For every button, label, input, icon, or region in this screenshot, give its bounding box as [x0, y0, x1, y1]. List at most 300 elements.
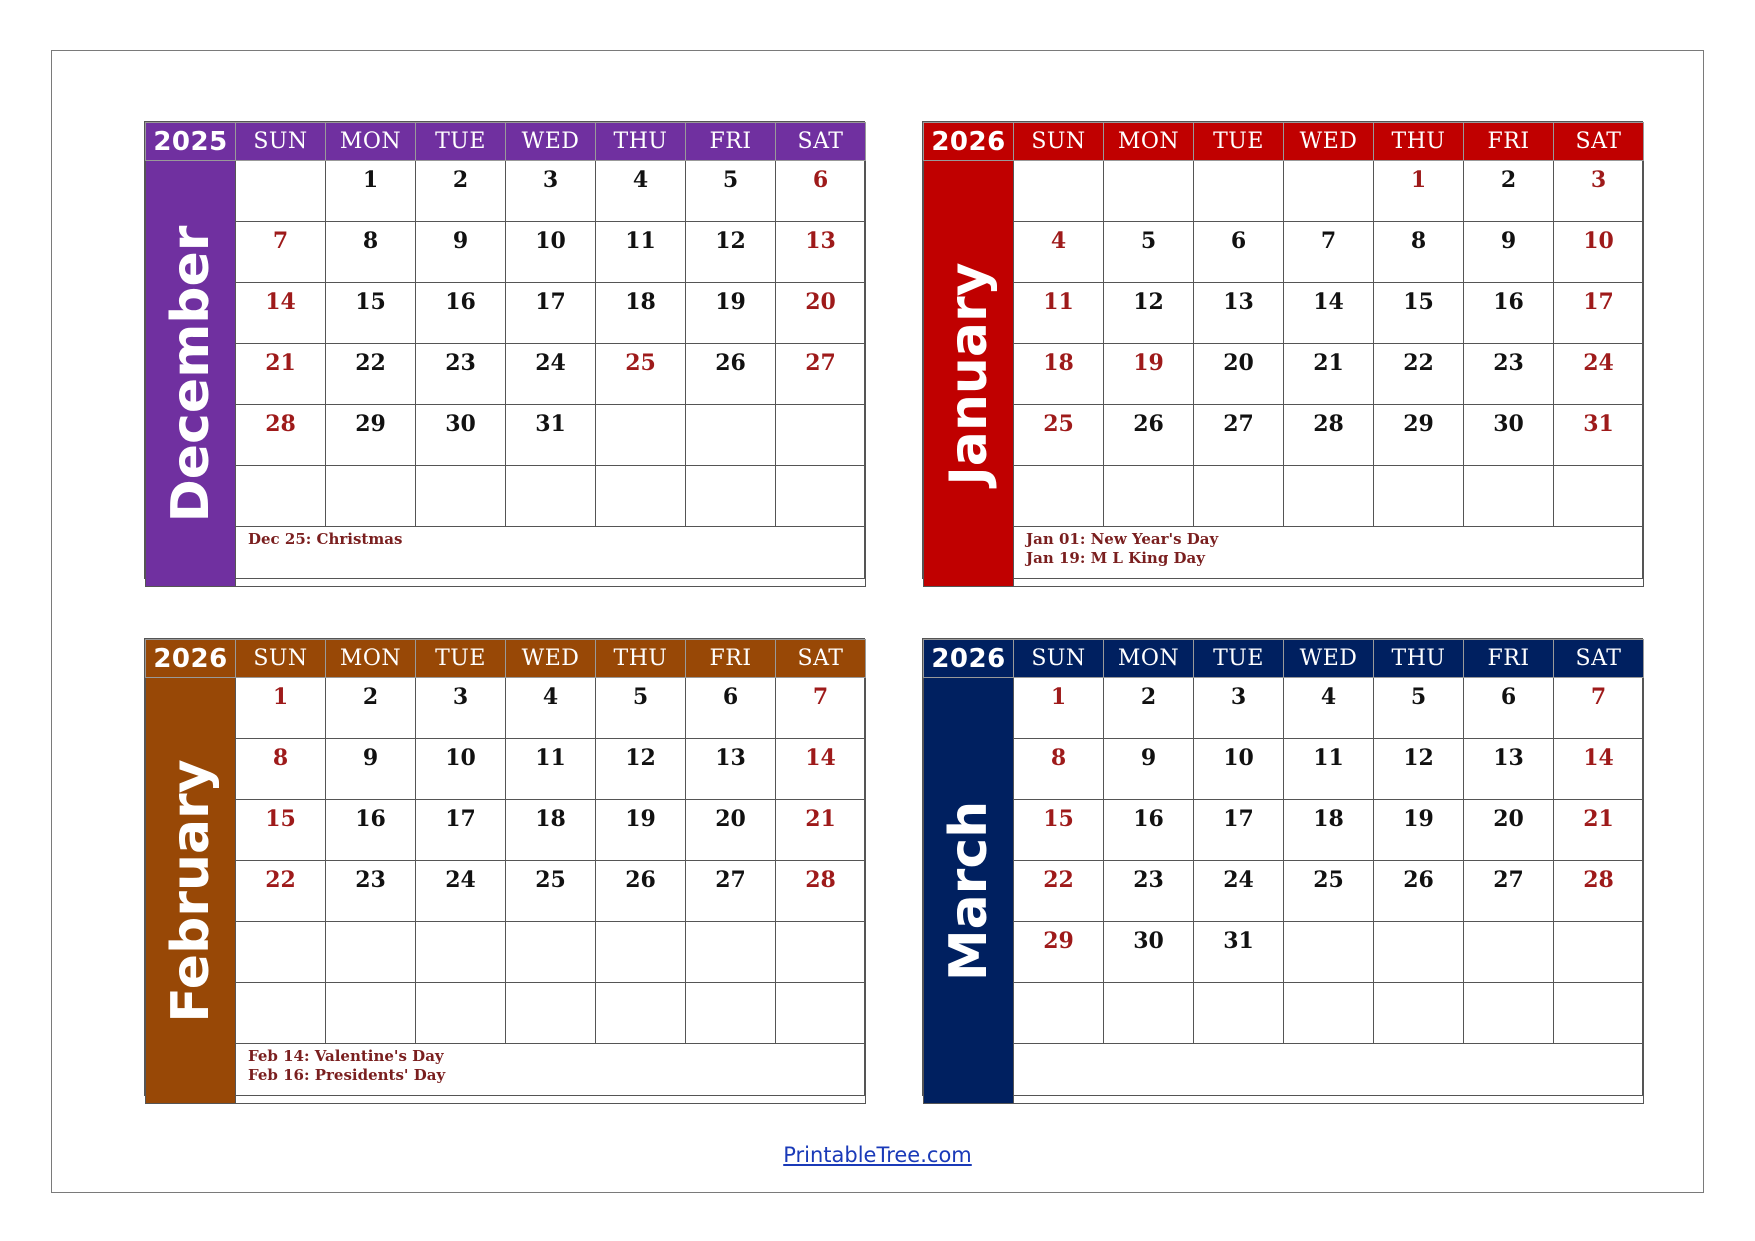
empty-day-cell [1554, 922, 1644, 983]
empty-day-cell [1104, 161, 1194, 222]
day-number: 27 [715, 867, 746, 893]
week-row [146, 861, 866, 922]
weekday-header-wed: WED [506, 640, 596, 678]
weekday-header-sun: SUN [1014, 123, 1104, 161]
day-cell [416, 222, 506, 283]
day-number [596, 922, 685, 928]
day-cell [1104, 222, 1194, 283]
day-number: 24 [535, 350, 566, 376]
day-cell [1464, 405, 1554, 466]
day-number: 13 [1493, 745, 1524, 771]
day-cell [776, 678, 866, 739]
day-cell [1194, 344, 1284, 405]
day-number: 19 [1403, 806, 1434, 832]
week-row [146, 222, 866, 283]
day-number: 11 [535, 745, 566, 771]
day-cell [1374, 405, 1464, 466]
day-cell [416, 800, 506, 861]
day-number: 17 [535, 289, 566, 315]
day-number: 5 [1140, 228, 1157, 254]
weekday-header-sat: SAT [776, 123, 866, 161]
day-cell [596, 344, 686, 405]
holiday-note: Feb 16: Presidents' Day [248, 1066, 446, 1084]
day-cell [416, 405, 506, 466]
day-cell [326, 405, 416, 466]
week-row [146, 922, 866, 983]
day-number [1464, 922, 1553, 928]
day-number [506, 922, 595, 928]
day-cell [1194, 678, 1284, 739]
day-number: 26 [625, 867, 656, 893]
empty-day-cell [1194, 983, 1284, 1044]
empty-day-cell [776, 466, 866, 527]
weekday-header-thu: THU [596, 123, 686, 161]
empty-day-cell [1464, 983, 1554, 1044]
day-cell [1284, 861, 1374, 922]
day-number: 14 [805, 745, 836, 771]
empty-day-cell [1194, 161, 1284, 222]
day-number: 19 [625, 806, 656, 832]
day-cell [1014, 800, 1104, 861]
day-number [416, 466, 505, 472]
day-number [1284, 983, 1373, 989]
day-cell [236, 405, 326, 466]
day-number [416, 922, 505, 928]
day-cell [506, 161, 596, 222]
day-number [506, 466, 595, 472]
day-cell [596, 739, 686, 800]
day-number [686, 983, 775, 989]
day-number: 7 [812, 684, 829, 710]
day-number [1194, 161, 1283, 167]
empty-day-cell [416, 466, 506, 527]
day-number [236, 983, 325, 989]
day-number [326, 466, 415, 472]
holiday-note: Feb 14: Valentine's Day [248, 1047, 444, 1065]
day-cell [1104, 283, 1194, 344]
empty-day-cell [326, 922, 416, 983]
day-number: 16 [445, 289, 476, 315]
day-number: 11 [1313, 745, 1344, 771]
holiday-note: Jan 19: M L King Day [1026, 549, 1205, 567]
day-cell [326, 222, 416, 283]
day-number: 10 [445, 745, 476, 771]
day-number: 28 [265, 411, 296, 437]
day-number: 22 [355, 350, 386, 376]
day-cell [1104, 739, 1194, 800]
empty-day-cell [1014, 466, 1104, 527]
day-cell [1014, 922, 1104, 983]
weekday-header-sat: SAT [776, 640, 866, 678]
month-banner [924, 678, 1014, 1104]
day-number: 4 [1050, 228, 1067, 254]
empty-day-cell [776, 405, 866, 466]
day-cell [1104, 922, 1194, 983]
day-number: 23 [355, 867, 386, 893]
weekday-header-wed: WED [506, 123, 596, 161]
day-number: 10 [1223, 745, 1254, 771]
day-number [1104, 466, 1193, 472]
day-number: 26 [1403, 867, 1434, 893]
day-cell [596, 283, 686, 344]
day-number: 12 [715, 228, 746, 254]
day-cell [1194, 800, 1284, 861]
day-cell [596, 222, 686, 283]
day-number: 3 [542, 167, 559, 193]
day-number: 26 [1133, 411, 1164, 437]
day-cell [1284, 405, 1374, 466]
day-cell [686, 222, 776, 283]
day-cell [776, 861, 866, 922]
day-number [326, 983, 415, 989]
week-row [146, 678, 866, 739]
day-number: 7 [1590, 684, 1607, 710]
week-row [924, 800, 1644, 861]
day-cell [326, 344, 416, 405]
day-number [1104, 983, 1193, 989]
day-cell [1554, 800, 1644, 861]
empty-day-cell [1014, 983, 1104, 1044]
empty-day-cell [596, 466, 686, 527]
week-row [924, 922, 1644, 983]
day-number: 24 [1223, 867, 1254, 893]
year-label: 2026 [924, 640, 1014, 678]
day-number: 12 [625, 745, 656, 771]
holiday-notes [1014, 527, 1644, 587]
printabletree-link[interactable]: PrintableTree.com [783, 1143, 972, 1167]
day-cell [1014, 222, 1104, 283]
day-cell [236, 800, 326, 861]
day-cell [506, 405, 596, 466]
week-row [924, 283, 1644, 344]
weekday-header-fri: FRI [1464, 640, 1554, 678]
day-cell [1464, 678, 1554, 739]
day-number: 24 [1583, 350, 1614, 376]
week-row [146, 739, 866, 800]
day-number [1374, 466, 1463, 472]
day-number: 11 [1043, 289, 1074, 315]
day-number [1284, 466, 1373, 472]
day-cell [686, 283, 776, 344]
day-number: 17 [1583, 289, 1614, 315]
day-cell [1554, 161, 1644, 222]
day-number: 1 [1410, 167, 1427, 193]
day-number: 3 [1590, 167, 1607, 193]
day-cell [1014, 861, 1104, 922]
weekday-header-mon: MON [326, 123, 416, 161]
day-cell [1284, 222, 1374, 283]
day-number [236, 922, 325, 928]
day-number [326, 922, 415, 928]
day-number: 31 [535, 411, 566, 437]
day-number [1104, 161, 1193, 167]
day-cell [1194, 405, 1284, 466]
day-number: 8 [1050, 745, 1067, 771]
day-number [596, 983, 685, 989]
day-cell [236, 222, 326, 283]
day-number: 15 [355, 289, 386, 315]
empty-day-cell [506, 983, 596, 1044]
weekday-header-sun: SUN [1014, 640, 1104, 678]
empty-day-cell [416, 983, 506, 1044]
holiday-note: Dec 25: Christmas [248, 530, 403, 548]
day-number: 15 [1043, 806, 1074, 832]
day-number: 20 [805, 289, 836, 315]
empty-day-cell [1554, 466, 1644, 527]
day-cell [686, 161, 776, 222]
day-cell [416, 678, 506, 739]
day-cell [506, 222, 596, 283]
day-number: 28 [1313, 411, 1344, 437]
day-number [236, 466, 325, 472]
day-number [596, 466, 685, 472]
weekday-header-thu: THU [1374, 123, 1464, 161]
day-number: 18 [535, 806, 566, 832]
day-cell [776, 161, 866, 222]
empty-day-cell [1284, 922, 1374, 983]
day-cell [236, 861, 326, 922]
day-number: 9 [1500, 228, 1517, 254]
empty-day-cell [1554, 983, 1644, 1044]
week-row [924, 344, 1644, 405]
day-cell [1464, 161, 1554, 222]
day-number [416, 983, 505, 989]
empty-day-cell [686, 922, 776, 983]
month-banner [146, 678, 236, 1104]
day-number: 23 [445, 350, 476, 376]
empty-day-cell [1464, 922, 1554, 983]
day-cell [776, 222, 866, 283]
day-number: 2 [1140, 684, 1157, 710]
day-number: 24 [445, 867, 476, 893]
weekday-header-sat: SAT [1554, 123, 1644, 161]
day-number: 14 [1313, 289, 1344, 315]
calendar-december-2025 [144, 121, 865, 579]
calendar-grid [923, 639, 1644, 1104]
empty-day-cell [1014, 161, 1104, 222]
day-number: 30 [1133, 928, 1164, 954]
empty-day-cell [1464, 466, 1554, 527]
day-cell [686, 739, 776, 800]
day-cell [1464, 739, 1554, 800]
day-cell [1464, 861, 1554, 922]
day-number: 20 [715, 806, 746, 832]
day-number: 6 [1230, 228, 1247, 254]
empty-day-cell [506, 466, 596, 527]
day-cell [506, 344, 596, 405]
day-number: 5 [722, 167, 739, 193]
day-number [1464, 983, 1553, 989]
day-number: 21 [1583, 806, 1614, 832]
day-number: 18 [625, 289, 656, 315]
day-number: 6 [1500, 684, 1517, 710]
day-number: 13 [805, 228, 836, 254]
day-cell [686, 800, 776, 861]
empty-day-cell [776, 922, 866, 983]
day-number: 8 [272, 745, 289, 771]
calendar-grid [145, 122, 866, 587]
week-row [924, 466, 1644, 527]
day-number [1014, 983, 1103, 989]
day-number: 27 [1223, 411, 1254, 437]
day-number: 20 [1223, 350, 1254, 376]
empty-day-cell [1194, 466, 1284, 527]
day-number: 20 [1493, 806, 1524, 832]
day-number: 19 [1133, 350, 1164, 376]
empty-day-cell [236, 466, 326, 527]
day-number: 17 [445, 806, 476, 832]
day-cell [1284, 739, 1374, 800]
weekday-header-tue: TUE [1194, 640, 1284, 678]
weekday-header-fri: FRI [686, 123, 776, 161]
empty-day-cell [1374, 466, 1464, 527]
day-cell [236, 678, 326, 739]
day-number [1554, 983, 1643, 989]
empty-day-cell [686, 983, 776, 1044]
empty-day-cell [776, 983, 866, 1044]
day-cell [326, 800, 416, 861]
day-number [776, 922, 865, 928]
day-cell [1104, 678, 1194, 739]
day-cell [596, 800, 686, 861]
day-cell [776, 283, 866, 344]
day-cell [1104, 344, 1194, 405]
weekday-header-tue: TUE [416, 123, 506, 161]
day-number: 30 [445, 411, 476, 437]
day-cell [326, 678, 416, 739]
day-number: 1 [272, 684, 289, 710]
day-number [1014, 466, 1103, 472]
holiday-notes [1014, 1044, 1644, 1104]
empty-day-cell [236, 983, 326, 1044]
week-row [924, 678, 1644, 739]
day-number: 21 [265, 350, 296, 376]
year-label: 2025 [146, 123, 236, 161]
calendar-january-2026 [922, 121, 1643, 579]
day-number: 25 [1043, 411, 1074, 437]
day-number: 4 [1320, 684, 1337, 710]
day-cell [1284, 344, 1374, 405]
weekday-header-wed: WED [1284, 640, 1374, 678]
day-number: 8 [1410, 228, 1427, 254]
empty-day-cell [416, 922, 506, 983]
day-cell [416, 344, 506, 405]
week-row [146, 161, 866, 222]
week-row [924, 222, 1644, 283]
day-number: 25 [1313, 867, 1344, 893]
day-cell [596, 861, 686, 922]
day-number [776, 405, 865, 411]
day-number [1554, 466, 1643, 472]
day-cell [1194, 283, 1284, 344]
day-number [686, 466, 775, 472]
day-number: 3 [452, 684, 469, 710]
empty-day-cell [506, 922, 596, 983]
weekday-header-thu: THU [1374, 640, 1464, 678]
empty-day-cell [686, 405, 776, 466]
day-number: 12 [1403, 745, 1434, 771]
day-number [1464, 466, 1553, 472]
day-cell [1284, 283, 1374, 344]
day-cell [596, 678, 686, 739]
day-cell [1374, 344, 1464, 405]
day-number [686, 922, 775, 928]
day-number [1374, 983, 1463, 989]
day-cell [1014, 678, 1104, 739]
day-number: 2 [452, 167, 469, 193]
day-number: 29 [1043, 928, 1074, 954]
day-number: 22 [265, 867, 296, 893]
calendar-february-2026 [144, 638, 865, 1096]
day-number [1554, 922, 1643, 928]
day-number: 7 [272, 228, 289, 254]
day-number: 2 [362, 684, 379, 710]
day-cell [506, 861, 596, 922]
day-cell [236, 283, 326, 344]
day-cell [1554, 222, 1644, 283]
month-name: March [938, 800, 999, 981]
week-row [924, 405, 1644, 466]
day-number: 14 [265, 289, 296, 315]
empty-day-cell [686, 466, 776, 527]
day-cell [1284, 678, 1374, 739]
day-number: 2 [1500, 167, 1517, 193]
empty-day-cell [1374, 983, 1464, 1044]
day-number [1284, 161, 1373, 167]
month-name: February [160, 758, 221, 1023]
day-number: 1 [362, 167, 379, 193]
day-number: 22 [1043, 867, 1074, 893]
day-number: 15 [1403, 289, 1434, 315]
holiday-notes [236, 527, 866, 587]
day-cell [326, 161, 416, 222]
day-cell [506, 739, 596, 800]
day-number: 30 [1493, 411, 1524, 437]
day-cell [1194, 861, 1284, 922]
calendar-grid [923, 122, 1644, 587]
day-number: 1 [1050, 684, 1067, 710]
day-number [596, 405, 685, 411]
day-number: 4 [542, 684, 559, 710]
week-row [146, 800, 866, 861]
day-cell [776, 344, 866, 405]
calendar-march-2026 [922, 638, 1643, 1096]
month-name: January [938, 261, 999, 486]
empty-day-cell [1284, 466, 1374, 527]
day-number: 9 [1140, 745, 1157, 771]
day-number [1194, 466, 1283, 472]
day-cell [326, 861, 416, 922]
day-number: 10 [535, 228, 566, 254]
day-cell [1194, 739, 1284, 800]
day-number: 9 [452, 228, 469, 254]
day-number: 5 [632, 684, 649, 710]
day-number: 22 [1403, 350, 1434, 376]
week-row [146, 983, 866, 1044]
empty-day-cell [596, 922, 686, 983]
day-number: 29 [1403, 411, 1434, 437]
day-number [776, 466, 865, 472]
day-cell [776, 739, 866, 800]
day-cell [1194, 922, 1284, 983]
day-number: 27 [805, 350, 836, 376]
day-number [1014, 161, 1103, 167]
day-number [1194, 983, 1283, 989]
week-row [924, 739, 1644, 800]
weekday-header-mon: MON [326, 640, 416, 678]
week-row [146, 405, 866, 466]
day-number: 10 [1583, 228, 1614, 254]
